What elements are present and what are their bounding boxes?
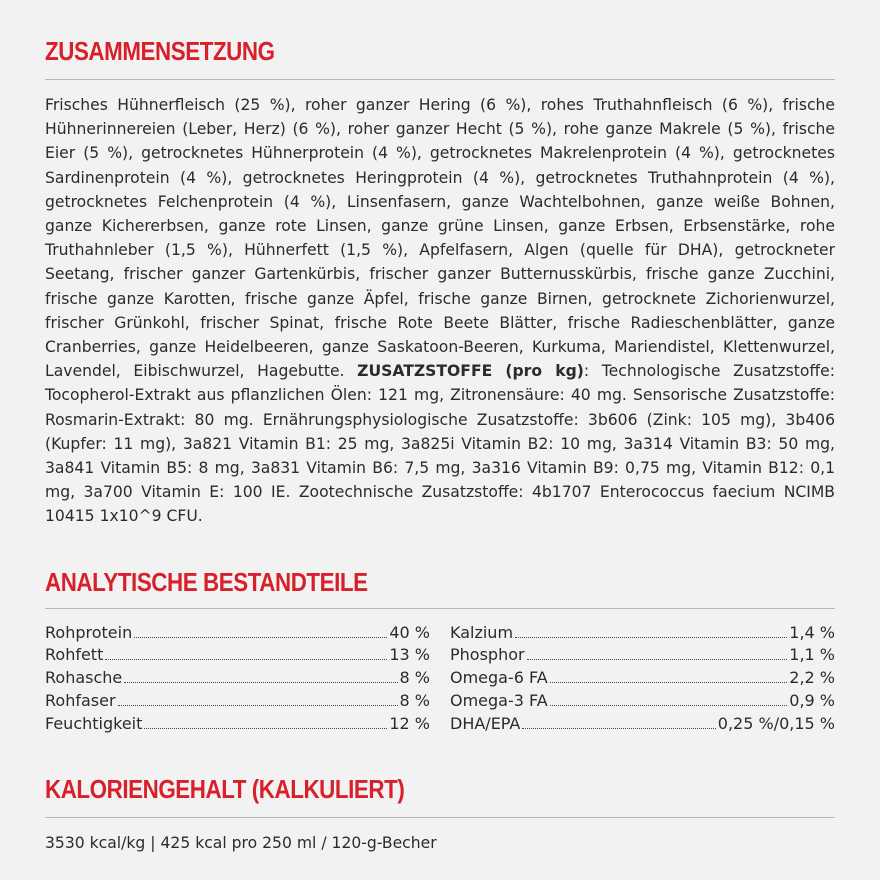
calorie-content: 3530 kcal/kg | 425 kcal pro 250 ml / 120-g-Becher	[45, 833, 437, 852]
analytics-row	[450, 622, 835, 645]
dotted-leader	[550, 681, 788, 683]
analytics-row	[45, 644, 430, 667]
dotted-leader	[515, 636, 787, 638]
analytics-row	[450, 644, 835, 667]
analytics-label: Rohfaser	[45, 691, 116, 711]
analytics-value: 8 %	[399, 691, 430, 711]
analytics-row	[45, 690, 430, 713]
analytics-value: 12 %	[389, 713, 430, 733]
analytics-value: 1,1 %	[789, 645, 835, 665]
analytics-label: DHA/EPA	[450, 713, 521, 733]
analytics-value: 0,9 %	[789, 691, 835, 711]
analytics-value: 0,25 %/0,15 %	[717, 713, 835, 733]
analytics-value: 8 %	[399, 668, 430, 688]
dotted-leader	[522, 727, 715, 729]
additives-label: ZUSATZSTOFFE (pro kg)	[357, 362, 584, 381]
analytics-value: 13 %	[389, 645, 430, 665]
additives-text: : Technologische Zusatzstoffe: Tocopherol-Extrakt aus pflanzlichen Ölen: 121 mg, Zitronensäure: 40 mg. Sensorische Zusatzstoffe: Rosmarin-Extrakt: 80 mg. Ernährungsphysiologische Zusatzstoffe: 3b606 (Zink: 105 mg), 3b406 (Kupfer: 11 mg), 3a821 Vitamin B1: 25 mg, 3a825i Vitamin B2: 10 mg, 3a314 Vitamin B3: 50 mg, 3a841 Vitamin B5: 8 mg, 3a831 Vitamin B6: 7,5 mg, 3a316 Vitamin B9: 0,75 mg, Vitamin B12: 0,1 mg, 3a700 Vitamin E: 100 IE. Zootechnische Zusatzstoffe: 4b1707 Enterococcus faecium NCIMB 10415 1x10^9 CFU.	[45, 362, 835, 526]
composition-paragraph	[45, 93, 835, 529]
dotted-leader	[105, 658, 387, 660]
dotted-leader	[550, 704, 788, 706]
dotted-leader	[118, 704, 398, 706]
dotted-leader	[134, 636, 387, 638]
analytics-label: Omega-3 FA	[450, 691, 548, 711]
analytics-row	[45, 667, 430, 690]
analytics-label: Rohasche	[45, 668, 123, 688]
analytics-value: 40 %	[389, 622, 430, 642]
analytics-left-column	[45, 622, 430, 736]
analytics-label: Omega-6 FA	[450, 668, 548, 688]
composition-heading: ZUSAMMENSETZUNG	[45, 36, 275, 66]
analytics-row	[45, 622, 430, 645]
analytics-right-column	[450, 622, 835, 736]
analytics-label: Kalzium	[450, 622, 514, 642]
analytics-label: Rohprotein	[45, 622, 133, 642]
analytics-value: 1,4 %	[789, 622, 835, 642]
composition-ingredients: Frisches Hühnerfleisch (25 %), roher ganzer Hering (6 %), rohes Truthahnfleisch (6 %), frische Hühnerinnereien (Leber, Herz) (6 %), roher ganzer Hecht (5 %), rohe ganze Makrele (5 %), frische Eier (5 %), getrocknetes Hühnerprotein (4 %), getrocknetes Makrelenprotein (4 %), getrocknetes Sardinenprotein (4 %), getrocknetes Heringprotein (4 %), getrocknetes Truthahnprotein (4 %), getrocknetes Felchenprotein (4 %), Linsenfasern, ganze Wachtelbohnen, ganze weiße Bohnen, ganze Kichererbsen, ganze rote Linsen, ganze grüne Linsen, ganze Erbsen, Erbsenstärke, rohe Truthahnleber (1,5 %), Hühnerfett (1,5 %), Apfelfasern, Algen (quelle für DHA), getrockneter Seetang, frischer ganzer Gartenkürbis, frischer ganzer Butternusskürbis, frische ganze Zucchini, frische ganze Karotten, frische ganze Äpfel, frische ganze Birnen, getrocknete Zichorienwurzel, frischer Grünkohl, frischer Spinat, frische Rote Beete Blätter, frische Radieschenblätter, ganze Cranberries, ganze Heidelbeeren, ganze Saskatoon-Beeren, Kurkuma, Mariendistel, Klettenwurzel, Lavendel, Eibischwurzel, Hagebutte.	[45, 96, 835, 381]
analytics-table	[45, 622, 835, 736]
analytics-heading: ANALYTISCHE BESTANDTEILE	[45, 566, 368, 597]
calories-heading: KALORIENGEHALT (KALKULIERT)	[45, 773, 405, 804]
analytics-row	[45, 713, 430, 736]
analytics-row	[450, 667, 835, 690]
analytics-label: Phosphor	[450, 645, 525, 665]
dotted-leader	[144, 727, 387, 729]
analytics-value: 2,2 %	[789, 668, 835, 688]
analytics-label: Rohfett	[45, 645, 104, 665]
analytics-row	[450, 713, 835, 736]
analytics-row	[450, 690, 835, 713]
analytics-label: Feuchtigkeit	[45, 713, 143, 733]
dotted-leader	[124, 681, 397, 683]
dotted-leader	[527, 658, 788, 660]
